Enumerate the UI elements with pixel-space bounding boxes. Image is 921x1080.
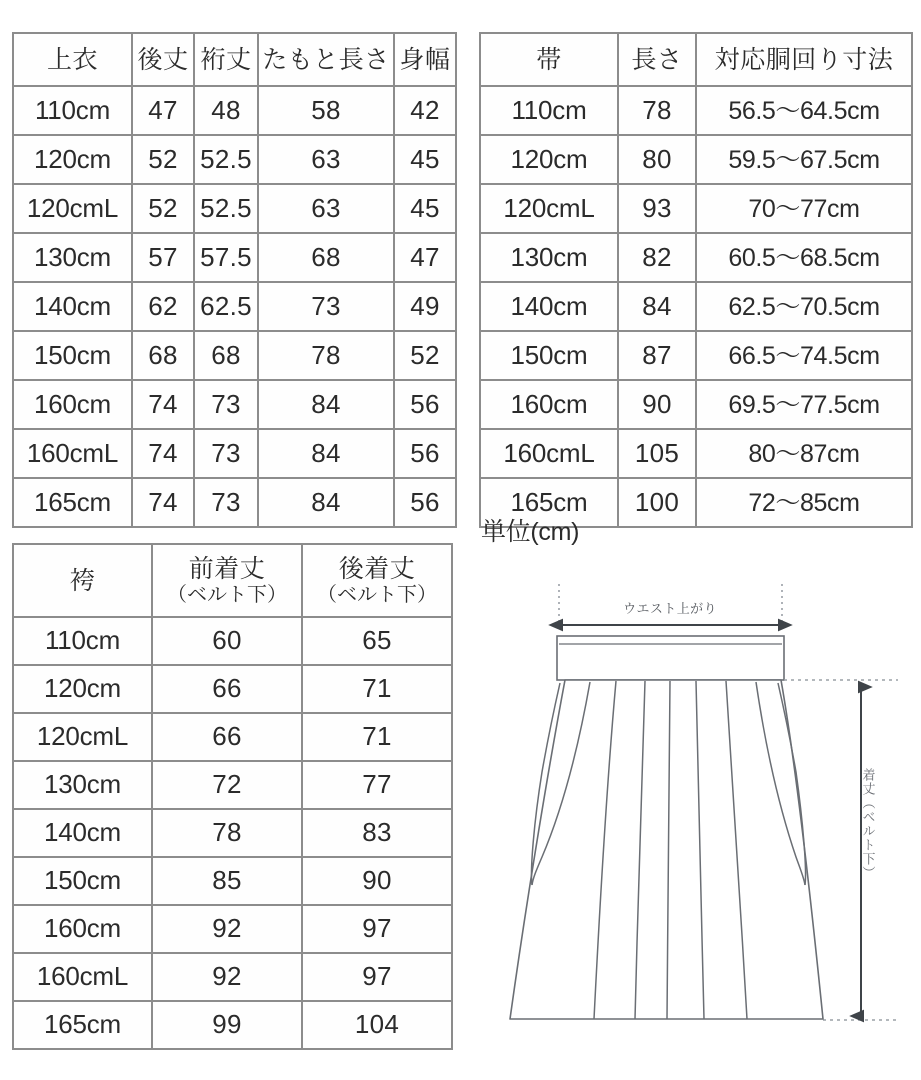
table-row [13,953,452,1001]
cell-length: 105 [618,429,696,478]
hakama-size-table [12,543,453,1050]
cell-size: 120cmL [13,184,132,233]
cell-tamoto-length: 73 [258,282,394,331]
length-dimension-label-box [855,768,881,885]
column-header-front-length-main: 前着丈 [188,554,266,583]
cell-front-length: 66 [152,713,302,761]
column-header-sleeve-width: 裄丈 [194,33,258,86]
table-row [13,233,456,282]
cell-size: 120cmL [480,184,618,233]
cell-length: 90 [618,380,696,429]
cell-size: 110cm [480,86,618,135]
cell-size: 165cm [13,478,132,527]
cell-size: 120cm [13,135,132,184]
cell-tamoto-length: 63 [258,135,394,184]
cell-length: 80 [618,135,696,184]
cell-size: 160cmL [480,429,618,478]
cell-front-length: 60 [152,617,302,665]
cell-front-length: 92 [152,953,302,1001]
cell-back-length: 77 [302,761,452,809]
cell-sleeve-width: 52.5 [194,184,258,233]
hakama-table-head [13,544,452,617]
cell-sleeve-width: 62.5 [194,282,258,331]
cell-body-width: 42 [394,86,456,135]
cell-size: 160cm [13,380,132,429]
cell-front-length: 92 [152,905,302,953]
cell-length: 93 [618,184,696,233]
column-header-tamoto-length: たもと長さ [258,33,394,86]
cell-waist-range: 66.5〜74.5cm [696,331,912,380]
table-row [480,380,912,429]
cell-tamoto-length: 84 [258,429,394,478]
table-row [13,135,456,184]
table-row [480,135,912,184]
unit-note: 単位(cm) [481,518,580,546]
cell-size: 150cm [13,857,152,905]
cell-size: 130cm [13,761,152,809]
cell-back-length: 97 [302,905,452,953]
cell-front-length: 78 [152,809,302,857]
cell-size: 120cm [13,665,152,713]
column-header-back-length-main: 後着丈 [338,554,416,583]
cell-back-length: 52 [132,135,194,184]
table-row [480,184,912,233]
column-header-back-length: 後丈 [132,33,194,86]
jacket-table-body [13,86,456,527]
cell-sleeve-width: 52.5 [194,135,258,184]
table-row [13,665,452,713]
cell-back-length: 71 [302,665,452,713]
table-row [13,478,456,527]
cell-sleeve-width: 57.5 [194,233,258,282]
cell-size: 110cm [13,617,152,665]
cell-tamoto-length: 84 [258,380,394,429]
cell-waist-range: 62.5〜70.5cm [696,282,912,331]
cell-body-width: 49 [394,282,456,331]
cell-back-length: 104 [302,1001,452,1049]
column-header-body-width: 身幅 [394,33,456,86]
cell-tamoto-length: 58 [258,86,394,135]
table-row [13,617,452,665]
cell-sleeve-width: 48 [194,86,258,135]
obi-table-head [480,33,912,86]
cell-waist-range: 69.5〜77.5cm [696,380,912,429]
column-header-length: 長さ [618,33,696,86]
cell-back-length: 90 [302,857,452,905]
cell-sleeve-width: 73 [194,478,258,527]
table-row [13,429,456,478]
cell-tamoto-length: 68 [258,233,394,282]
cell-length: 100 [618,478,696,527]
cell-size: 110cm [13,86,132,135]
cell-back-length: 68 [132,331,194,380]
cell-waist-range: 59.5〜67.5cm [696,135,912,184]
cell-body-width: 56 [394,380,456,429]
table-row [13,380,456,429]
column-header-jacket: 上衣 [13,33,132,86]
column-header-obi: 帯 [480,33,618,86]
table-row [480,86,912,135]
cell-body-width: 52 [394,331,456,380]
jacket-table-head [13,33,456,86]
cell-size: 140cm [13,809,152,857]
cell-size: 150cm [480,331,618,380]
table-row [480,331,912,380]
table-row [13,282,456,331]
cell-back-length: 47 [132,86,194,135]
cell-back-length: 52 [132,184,194,233]
cell-back-length: 74 [132,380,194,429]
table-row [480,282,912,331]
cell-back-length: 65 [302,617,452,665]
table-row [13,184,456,233]
hakama-table-body [13,617,452,1049]
table-header-row [13,544,452,617]
cell-back-length: 62 [132,282,194,331]
cell-back-length: 74 [132,478,194,527]
cell-size: 160cm [480,380,618,429]
cell-waist-range: 70〜77cm [696,184,912,233]
cell-body-width: 56 [394,478,456,527]
cell-tamoto-length: 78 [258,331,394,380]
cell-sleeve-width: 68 [194,331,258,380]
cell-tamoto-length: 84 [258,478,394,527]
cell-body-width: 45 [394,135,456,184]
column-header-hakama [13,544,152,617]
table-row [13,86,456,135]
cell-size: 120cmL [13,713,152,761]
hakama-waistband [557,636,784,680]
table-row [13,809,452,857]
cell-front-length: 85 [152,857,302,905]
cell-front-length: 66 [152,665,302,713]
cell-size: 160cm [13,905,152,953]
cell-waist-range: 72〜85cm [696,478,912,527]
length-dimension-label: 着丈（ベルト下） [860,768,876,880]
table-header-row [480,33,912,86]
cell-body-width: 56 [394,429,456,478]
cell-front-length: 99 [152,1001,302,1049]
cell-size: 120cm [480,135,618,184]
table-row [13,713,452,761]
cell-waist-range: 56.5〜64.5cm [696,86,912,135]
cell-body-width: 47 [394,233,456,282]
cell-back-length: 97 [302,953,452,1001]
table-row [13,1001,452,1049]
table-row [13,761,452,809]
cell-length: 84 [618,282,696,331]
cell-back-length: 71 [302,713,452,761]
column-header-front-length [152,544,302,617]
cell-waist-range: 80〜87cm [696,429,912,478]
table-row [480,233,912,282]
cell-length: 87 [618,331,696,380]
column-header-back-length-sub: （ベルト下） [317,583,437,606]
cell-back-length: 74 [132,429,194,478]
hakama-measurement-diagram [470,560,921,1080]
cell-size: 165cm [13,1001,152,1049]
cell-length: 82 [618,233,696,282]
table-row [13,905,452,953]
cell-size: 140cm [13,282,132,331]
waist-dimension-label: ウエスト上がり [623,601,717,616]
cell-size: 160cmL [13,429,132,478]
cell-size: 165cm [480,478,618,527]
table-header-row [13,33,456,86]
cell-body-width: 45 [394,184,456,233]
cell-back-length: 57 [132,233,194,282]
cell-sleeve-width: 73 [194,429,258,478]
cell-size: 130cm [13,233,132,282]
cell-waist-range: 60.5〜68.5cm [696,233,912,282]
column-header-front-length-sub: （ベルト下） [167,583,287,606]
obi-table-body [480,86,912,527]
hakama-skirt-outline [510,680,823,1019]
obi-size-table [479,32,913,528]
cell-size: 130cm [480,233,618,282]
cell-back-length: 83 [302,809,452,857]
cell-size: 160cmL [13,953,152,1001]
table-row [480,429,912,478]
table-row [13,331,456,380]
table-row [13,857,452,905]
column-header-hakama-main: 袴 [69,566,96,595]
cell-size: 140cm [480,282,618,331]
cell-size: 150cm [13,331,132,380]
jacket-size-table [12,32,457,528]
column-header-back-length [302,544,452,617]
cell-front-length: 72 [152,761,302,809]
cell-sleeve-width: 73 [194,380,258,429]
cell-length: 78 [618,86,696,135]
column-header-waist-range: 対応胴回り寸法 [696,33,912,86]
cell-tamoto-length: 63 [258,184,394,233]
